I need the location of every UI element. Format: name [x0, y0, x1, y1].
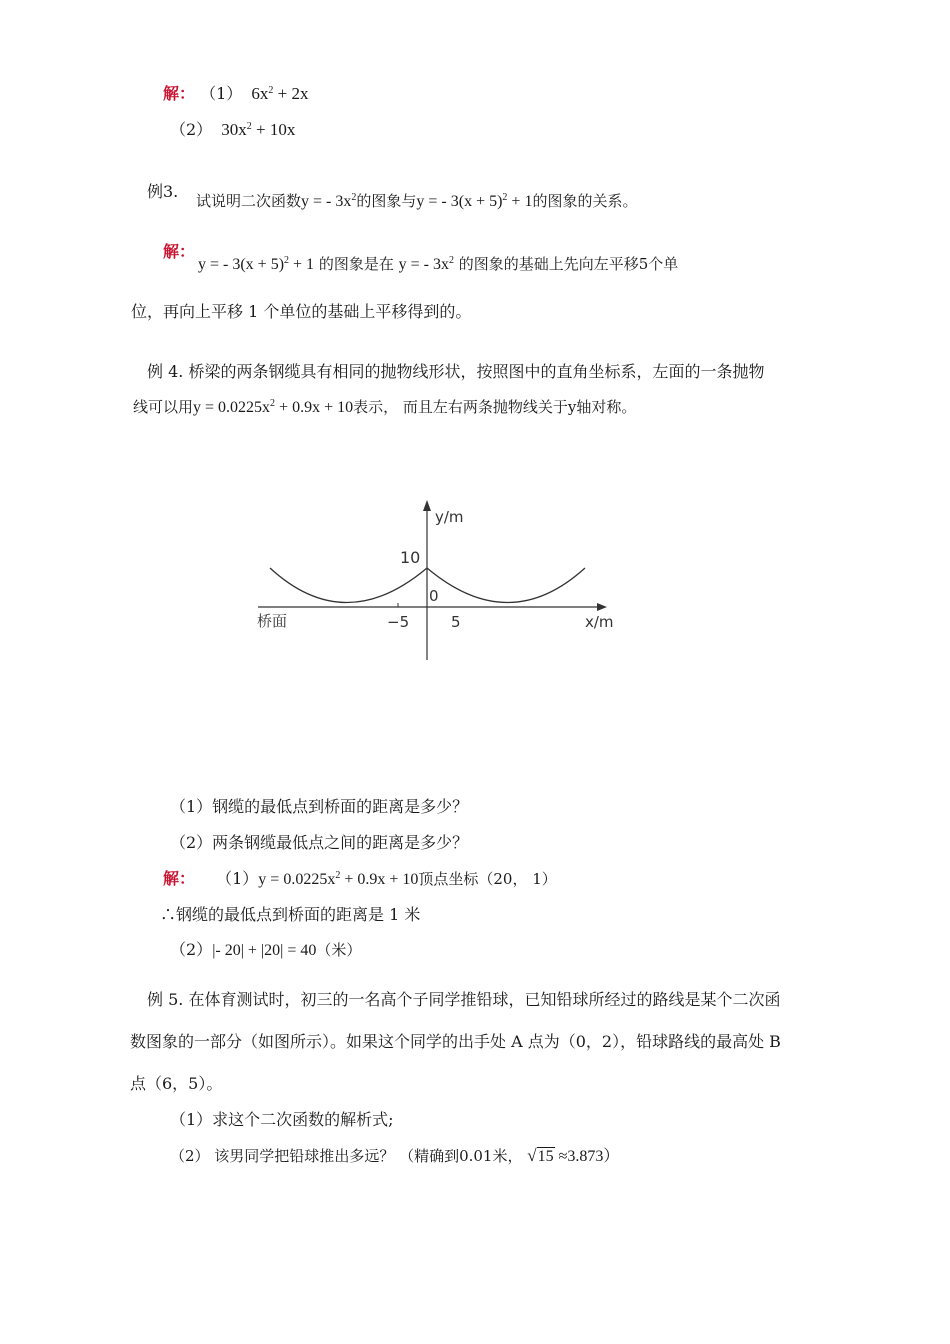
right-cable-curve	[427, 568, 585, 603]
example-3-question: 试说明二次函数y = - $3x^2$的图象与y = - $3(x + 5)^2 + 1$的图象的关系。	[196, 192, 638, 210]
example-4-line-1: 例 4. 桥梁的两条钢缆具有相同的抛物线形状，按照图中的直角坐标系，左面的一条抛物	[147, 362, 765, 381]
left-cable-curve	[270, 568, 427, 603]
example-4-solution-line-2: ∴钢缆的最低点到桥面的距离是 1 米	[160, 905, 421, 924]
solution-label: 解：	[163, 84, 196, 103]
example-4-question-2: （2）两条钢缆最低点之间的距离是多少？	[170, 833, 469, 852]
sqrt-icon: √	[527, 1146, 537, 1165]
x-axis-arrow-icon	[597, 603, 607, 611]
example-5-line-2: 数图象的一部分（如图所示）。如果这个同学的出手处 A 点为（0，2），铅球路线的最高处 B	[130, 1032, 781, 1051]
part-1-label: （1）	[200, 84, 243, 103]
bridge-deck-label: 桥面	[257, 612, 288, 630]
example-3-solution-line-1: y = - $3(x + 5)^2 + 1$ 的图象是在 y = - $3x^2$ 的图象的基础上先向左平移5个单	[198, 255, 679, 273]
y-axis-label: y/m	[435, 508, 464, 526]
answer-2: $30x^2 + 10x$	[221, 120, 296, 139]
example-4-line-2: 线可以用$y = 0.0225x^2 + 0.9x + 10$表示， 而且左右两条抛物线关于y轴对称。	[133, 398, 637, 416]
example-4-solution-line-1: 解： $(1)y = 0.0225x^2 + 0.9x + 10$顶点坐标（20， 1）	[163, 869, 557, 888]
example-5-question-2: （2） 该男同学把铅球推出多远？ （精确到0.01米， √15 ≈3.873）	[170, 1146, 620, 1165]
part-2-label: （2）	[170, 120, 213, 139]
example-4-question-1: （1）钢缆的最低点到桥面的距离是多少？	[170, 797, 469, 816]
example-4-solution-line-3: （2）|- 20| + |20| = 40（米）	[170, 940, 362, 959]
x-axis-label: x/m	[585, 613, 614, 631]
label-neg5: −5	[387, 613, 410, 631]
example-3-label: 例3.	[147, 182, 179, 201]
label-10: 10	[400, 548, 421, 567]
example-3-solution-label: 解：	[163, 242, 196, 261]
label-origin: 0	[429, 587, 439, 605]
y-axis-arrow-icon	[423, 500, 431, 511]
label-5: 5	[451, 613, 461, 631]
example-5-question-1: （1）求这个二次函数的解析式;	[170, 1110, 394, 1129]
example-5-line-1: 例 5. 在体育测试时，初三的一名高个子同学推铅球，已知铅球所经过的路线是某个二次函	[147, 990, 781, 1009]
example-3-solution-line-2: 位，再向上平移 1 个单位的基础上平移得到的。	[131, 302, 472, 321]
answer-1: $6x^2 + 2x$	[251, 84, 309, 103]
example-5-line-3: 点（6，5）。	[130, 1074, 223, 1093]
